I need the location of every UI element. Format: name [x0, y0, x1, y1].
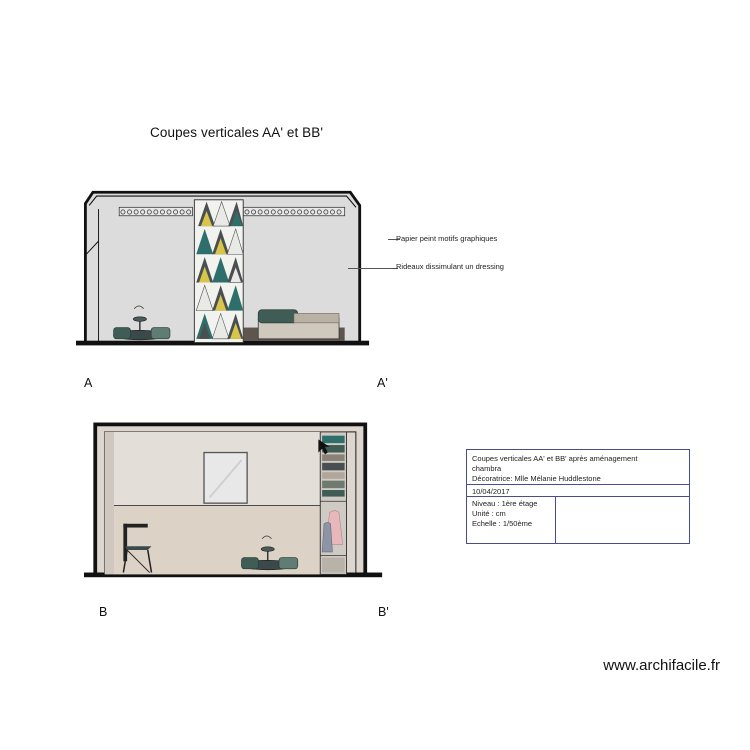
- annotation-wallpaper: Papier peint motifs graphiques: [396, 234, 498, 243]
- section-label-a-right: A': [377, 376, 388, 390]
- cartouche-divider-2: [467, 496, 689, 497]
- dressing-shelves: [320, 432, 346, 575]
- cartouche-divider-1: [467, 484, 689, 485]
- section-label-b-right: B': [378, 605, 389, 619]
- page-title: Coupes verticales AA' et BB': [150, 125, 324, 140]
- curtain-rail-right: [243, 207, 344, 215]
- leader-line-curtains: [348, 268, 398, 269]
- section-label-b-left: B: [99, 605, 108, 619]
- cartouche-decorator: Décoratrice: Mlle Mélanie Huddlestone: [472, 474, 601, 483]
- cartouche-level: Niveau : 1ère étage: [472, 499, 538, 508]
- curtain-rail-left: [119, 207, 192, 215]
- wall-picture: [204, 453, 247, 504]
- annotation-curtains: Rideaux dissimulant un dressing: [396, 262, 504, 271]
- cartouche-date: 10/04/2017: [472, 487, 510, 496]
- footer-website: www.archifacile.fr: [603, 657, 720, 674]
- cartouche-vertical-divider: [555, 496, 556, 543]
- bed: [258, 310, 339, 339]
- wallpaper-panel: [194, 200, 243, 343]
- cartouche-title-2: chambra: [472, 464, 502, 473]
- cartouche-unit: Unité : cm: [472, 509, 506, 518]
- cartouche: [466, 449, 690, 544]
- section-bb-drawing: [84, 418, 384, 593]
- cartouche-scale: Echelle : 1/50ème: [472, 519, 533, 528]
- section-aa-drawing: [76, 184, 386, 364]
- section-label-a-left: A: [84, 376, 93, 390]
- cartouche-title: Coupes verticales AA' et BB' après aménagement: [472, 454, 638, 463]
